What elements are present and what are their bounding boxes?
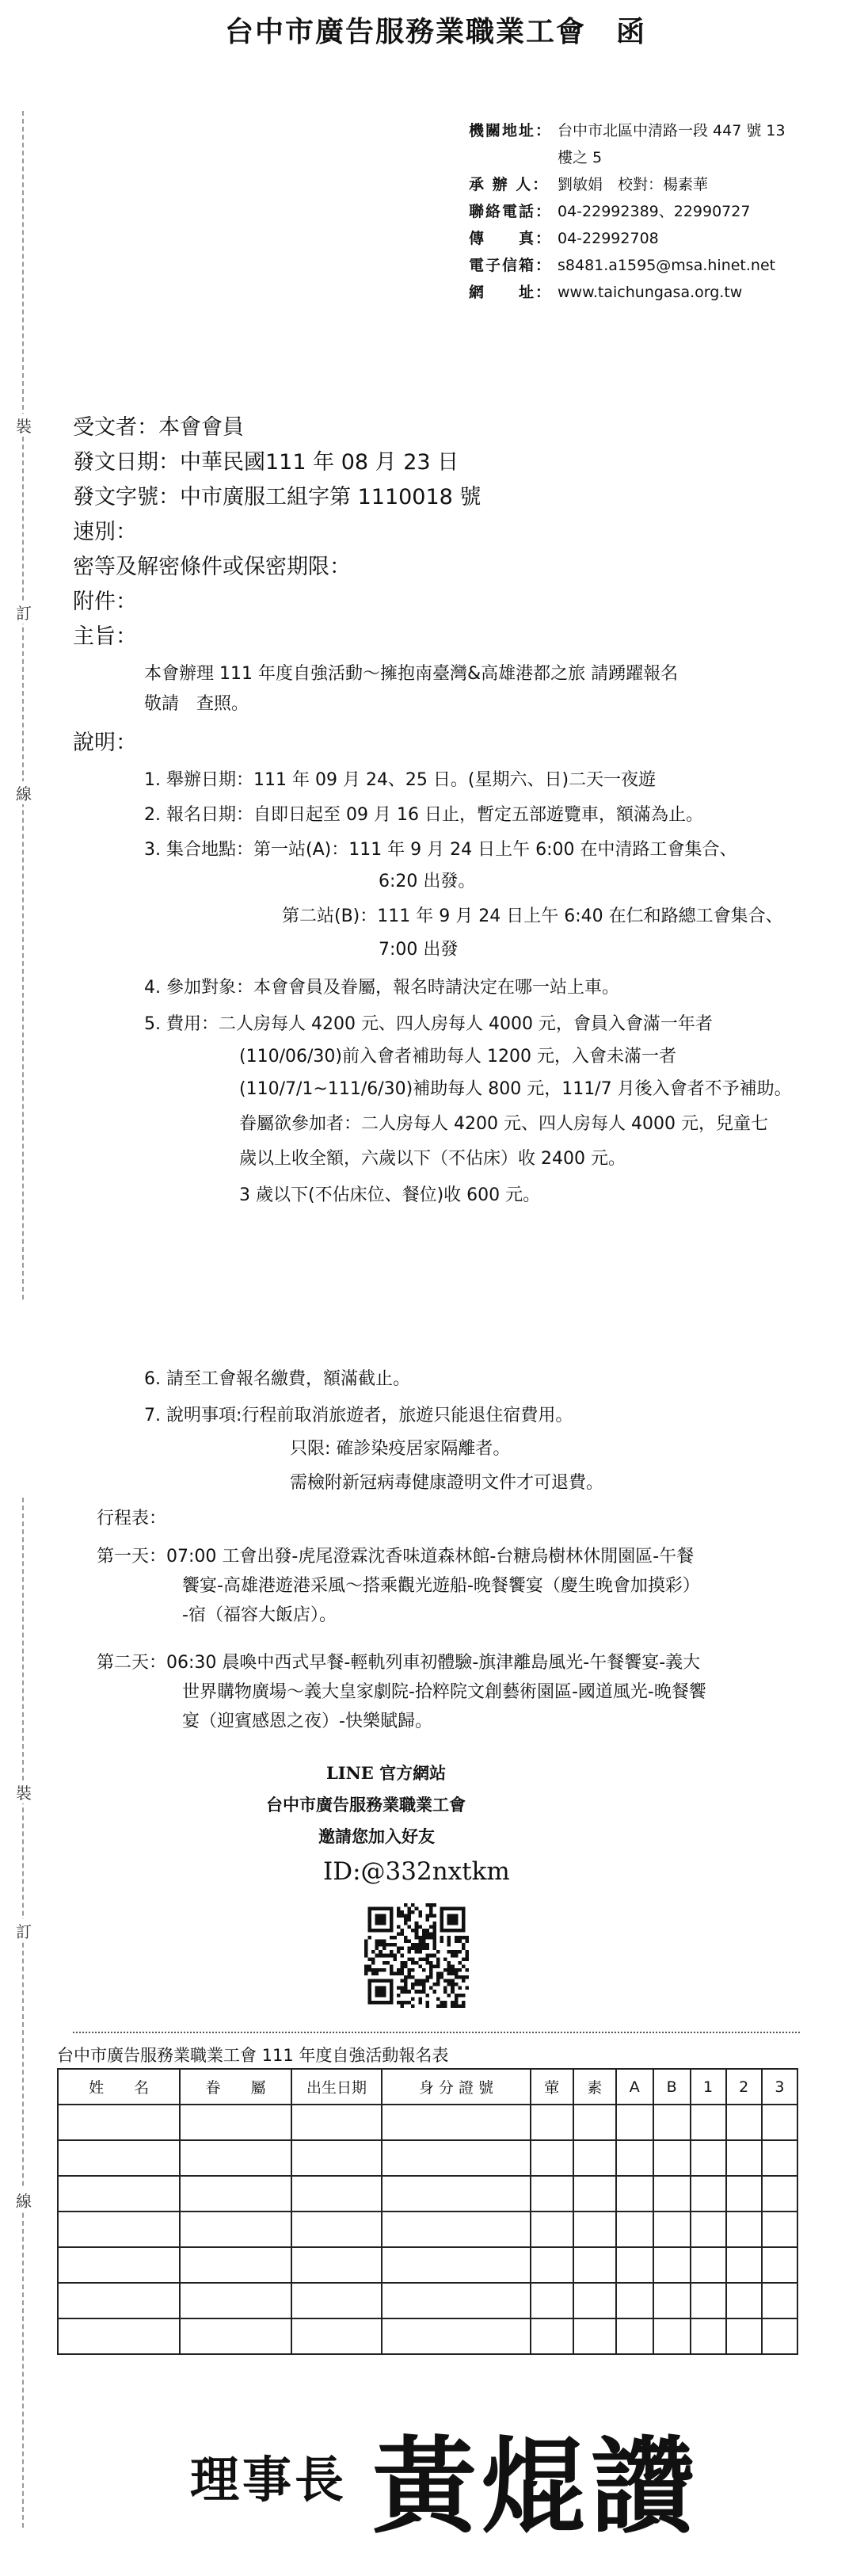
- day2-line-2: 世界購物廣場～義大皇家劇院-拾粹院文創藝術園區-國道風光-晚餐饗: [182, 1682, 706, 1702]
- table-cell[interactable]: [180, 2283, 291, 2318]
- margin-mark-xian: 線: [16, 781, 32, 804]
- item-3d: 7:00 出發: [379, 940, 459, 960]
- table-cell[interactable]: [58, 2176, 180, 2212]
- document-number: 發文字號：中市廣服工組字第 1110018 號: [73, 485, 481, 509]
- table-cell[interactable]: [726, 2176, 762, 2212]
- secrecy: 密等及解密條件或保密期限：: [73, 555, 351, 579]
- table-cell[interactable]: [573, 2140, 616, 2176]
- table-cell[interactable]: [573, 2105, 616, 2140]
- table-cell[interactable]: [653, 2176, 691, 2212]
- table-cell[interactable]: [762, 2283, 797, 2318]
- email-value: s8481.a1595@msa.hinet.net: [558, 257, 776, 274]
- table-cell[interactable]: [573, 2247, 616, 2283]
- table-cell[interactable]: [58, 2318, 180, 2354]
- table-cell[interactable]: [726, 2283, 762, 2318]
- table-cell[interactable]: [58, 2105, 180, 2140]
- table-cell[interactable]: [573, 2318, 616, 2354]
- day1-line-3: -宿（福容大飯店）。: [182, 1605, 337, 1625]
- table-row: [58, 2247, 797, 2283]
- table-cell[interactable]: [653, 2318, 691, 2354]
- table-cell[interactable]: [291, 2140, 383, 2176]
- phone-value: 04-22992389、22990727: [558, 203, 751, 220]
- table-row: [58, 2212, 797, 2247]
- table-cell[interactable]: [58, 2283, 180, 2318]
- table-cell[interactable]: [762, 2176, 797, 2212]
- address-value: 台中市北區中清路一段 447 號 13: [558, 122, 786, 139]
- fax-value: 04-22992708: [558, 230, 659, 247]
- line-title: LINE 官方網站: [326, 1763, 447, 1783]
- subject-label: 主旨：: [73, 624, 137, 649]
- table-cell[interactable]: [291, 2212, 383, 2247]
- table-cell[interactable]: [691, 2283, 726, 2318]
- table-cell[interactable]: [291, 2176, 383, 2212]
- fax-label: 傳 真：: [469, 230, 553, 247]
- table-cell[interactable]: [382, 2140, 530, 2176]
- table-cell[interactable]: [58, 2247, 180, 2283]
- item-3b: 6:20 出發。: [379, 872, 476, 891]
- table-header-row: [58, 2069, 797, 2105]
- table-cell[interactable]: [653, 2212, 691, 2247]
- address-value-2: 樓之 5: [558, 149, 603, 166]
- subject-line-2: 敬請 查照。: [144, 694, 249, 714]
- day2-line-1: 第二天：06:30 晨喚中西式早餐-輕軌列車初體驗-旗津離島風光-午餐饗宴-義大: [97, 1653, 701, 1673]
- table-cell[interactable]: [762, 2105, 797, 2140]
- table-cell[interactable]: [762, 2140, 797, 2176]
- table-cell[interactable]: [691, 2176, 726, 2212]
- item-6: 6. 請至工會報名繳費，額滿截止。: [144, 1369, 410, 1389]
- table-row: [58, 2318, 797, 2354]
- item-5b: (110/06/30)前入會者補助每人 1200 元，入會未滿一者: [239, 1047, 676, 1067]
- table-cell[interactable]: [531, 2318, 573, 2354]
- item-1: 1. 舉辦日期：111 年 09 月 24、25 日。(星期六、日)二天一夜遊: [144, 770, 657, 790]
- itinerary-day1: [97, 1542, 700, 1630]
- table-cell[interactable]: [653, 2105, 691, 2140]
- attachment: 附件：: [73, 590, 137, 614]
- binding-line-bottom: [22, 1498, 24, 2528]
- table-cell[interactable]: [291, 2318, 383, 2354]
- table-cell[interactable]: [726, 2247, 762, 2283]
- handler-value: 劉敏娟 校對：楊素華: [558, 176, 709, 193]
- table-header-cell: 2: [726, 2069, 762, 2105]
- table-cell[interactable]: [653, 2247, 691, 2283]
- table-header-cell: 眷 屬: [180, 2069, 291, 2105]
- table-cell[interactable]: [180, 2105, 291, 2140]
- table-header-cell: 3: [762, 2069, 797, 2105]
- table-cell[interactable]: [726, 2140, 762, 2176]
- table-header-cell: 姓 名: [58, 2069, 180, 2105]
- table-cell[interactable]: [616, 2318, 653, 2354]
- table-cell[interactable]: [58, 2212, 180, 2247]
- subject-line-1: 本會辦理 111 年度自強活動～擁抱南臺灣&高雄港都之旅 請踴躍報名: [144, 664, 679, 684]
- table-cell[interactable]: [291, 2247, 383, 2283]
- item-7c: 需檢附新冠病毒健康證明文件才可退費。: [290, 1473, 604, 1493]
- website-label: 網 址：: [469, 284, 553, 301]
- handler-label: 承 辦 人：: [469, 176, 550, 193]
- table-cell[interactable]: [531, 2283, 573, 2318]
- table-cell[interactable]: [573, 2212, 616, 2247]
- table-cell[interactable]: [180, 2176, 291, 2212]
- item-2: 2. 報名日期：自即日起至 09 月 16 日止，暫定五部遊覽車，額滿為止。: [144, 805, 703, 825]
- table-cell[interactable]: [653, 2140, 691, 2176]
- subject-text: [144, 659, 678, 719]
- table-cell[interactable]: [691, 2247, 726, 2283]
- signature-title: 理事長: [190, 2451, 348, 2509]
- item-3a: 3. 集合地點：第一站(A)：111 年 9 月 24 日上午 6:00 在中清路工會集合、: [144, 840, 737, 860]
- recipient: 受文者：本會會員: [73, 415, 244, 440]
- item-5a: 5. 費用：二人房每人 4200 元、四人房每人 4000 元，會員入會滿一年者: [144, 1014, 713, 1034]
- address-label: 機關地址：: [469, 122, 553, 139]
- table-cell[interactable]: [382, 2247, 530, 2283]
- table-cell[interactable]: [762, 2247, 797, 2283]
- table-cell[interactable]: [691, 2140, 726, 2176]
- binding-line-top: [22, 111, 24, 1299]
- item-5d: 眷屬欲參加者：二人房每人 4200 元、四人房每人 4000 元，兒童七: [239, 1114, 768, 1134]
- table-cell[interactable]: [382, 2283, 530, 2318]
- table-header-cell: 1: [691, 2069, 726, 2105]
- table-cell[interactable]: [58, 2140, 180, 2176]
- table-cell[interactable]: [291, 2283, 383, 2318]
- table-cell[interactable]: [616, 2247, 653, 2283]
- itinerary-day2: [97, 1648, 706, 1736]
- table-cell[interactable]: [180, 2212, 291, 2247]
- document-title: 台中市廣告服務業職業工會 函: [225, 16, 647, 48]
- item-7: 7. 說明事項:行程前取消旅遊者，旅遊只能退住宿費用。: [144, 1406, 573, 1425]
- table-header-cell: B: [653, 2069, 691, 2105]
- table-cell[interactable]: [762, 2318, 797, 2354]
- item-7b: 只限: 確診染疫居家隔離者。: [290, 1439, 511, 1459]
- line-id: ID:@332nxtkm: [323, 1857, 510, 1886]
- table-cell[interactable]: [726, 2212, 762, 2247]
- table-cell[interactable]: [382, 2212, 530, 2247]
- table-row: [58, 2105, 797, 2140]
- table-cell[interactable]: [291, 2105, 383, 2140]
- table-row: [58, 2283, 797, 2318]
- table-cell[interactable]: [616, 2140, 653, 2176]
- table-cell[interactable]: [616, 2105, 653, 2140]
- table-header-cell: A: [616, 2069, 653, 2105]
- item-5e: 歲以上收全額，六歲以下（不佔床）收 2400 元。: [239, 1149, 626, 1169]
- table-cell[interactable]: [531, 2105, 573, 2140]
- meta-block: [73, 410, 481, 654]
- margin-mark-xian-2: 線: [16, 2189, 32, 2212]
- table-cell[interactable]: [616, 2283, 653, 2318]
- day2-line-3: 宴（迎賓感恩之夜）-快樂賦歸。: [182, 1712, 432, 1731]
- website-value: www.taichungasa.org.tw: [558, 284, 743, 301]
- table-header-cell: 出生日期: [291, 2069, 383, 2105]
- table-cell[interactable]: [382, 2105, 530, 2140]
- table-cell[interactable]: [531, 2212, 573, 2247]
- table-header-cell: 素: [573, 2069, 616, 2105]
- table-cell[interactable]: [382, 2176, 530, 2212]
- margin-mark-zhuang: 裝: [16, 414, 32, 437]
- table-cell[interactable]: [726, 2105, 762, 2140]
- table-header-cell: 身 分 證 號: [382, 2069, 530, 2105]
- phone-label: 聯絡電話：: [469, 203, 553, 220]
- table-cell[interactable]: [653, 2283, 691, 2318]
- table-cell[interactable]: [531, 2247, 573, 2283]
- explain-label: 說明：: [73, 731, 137, 755]
- itinerary-label: 行程表：: [97, 1509, 167, 1528]
- table-cell[interactable]: [616, 2212, 653, 2247]
- item-4: 4. 參加對象：本會會員及眷屬，報名時請決定在哪一站上車。: [144, 978, 619, 998]
- table-cell[interactable]: [180, 2318, 291, 2354]
- form-title: 台中市廣告服務業職業工會 111 年度自強活動報名表: [57, 2046, 449, 2065]
- table-cell[interactable]: [382, 2318, 530, 2354]
- table-row: [58, 2140, 797, 2176]
- table-cell[interactable]: [616, 2176, 653, 2212]
- table-cell[interactable]: [180, 2247, 291, 2283]
- issue-date: 發文日期：中華民國111 年 08 月 23 日: [73, 450, 459, 475]
- signature-name: 黃焜讚: [372, 2425, 700, 2548]
- day1-line-1: 第一天：07:00 工會出發-虎尾澄霖沈香味道森林館-台糖烏樹林休閒園區-午餐: [97, 1547, 695, 1567]
- cut-line: [73, 2032, 800, 2033]
- table-cell[interactable]: [762, 2212, 797, 2247]
- table-cell[interactable]: [531, 2176, 573, 2212]
- day1-line-2: 饗宴-高雄港遊港采風～搭乘觀光遊船-晚餐饗宴（慶生晚會加摸彩）: [182, 1576, 700, 1596]
- table-cell[interactable]: [726, 2318, 762, 2354]
- email-label: 電子信箱：: [469, 257, 553, 274]
- margin-mark-zhuang-2: 裝: [16, 1780, 32, 1803]
- margin-mark-ding-2: 訂: [16, 1919, 32, 1942]
- table-row: [58, 2176, 797, 2212]
- table-cell[interactable]: [180, 2140, 291, 2176]
- registration-table: [57, 2068, 798, 2355]
- table-cell[interactable]: [573, 2176, 616, 2212]
- item-5c: (110/7/1~111/6/30)補助每人 800 元，111/7 月後入會者不予補助。: [239, 1079, 792, 1099]
- table-cell[interactable]: [531, 2140, 573, 2176]
- header-info: [469, 117, 786, 306]
- item-5f: 3 歲以下(不佔床位、餐位)收 600 元。: [239, 1185, 541, 1205]
- table-header-cell: 葷: [531, 2069, 573, 2105]
- speed: 速別：: [73, 520, 137, 544]
- margin-mark-ding: 訂: [16, 601, 32, 624]
- table-cell[interactable]: [573, 2283, 616, 2318]
- table-cell[interactable]: [691, 2105, 726, 2140]
- item-3c: 第二站(B)：111 年 9 月 24 日上午 6:40 在仁和路總工會集合、: [282, 906, 783, 926]
- table-cell[interactable]: [691, 2318, 726, 2354]
- qr-code[interactable]: [364, 1903, 469, 2008]
- table-cell[interactable]: [691, 2212, 726, 2247]
- line-org: 台中市廣告服務業職業工會: [266, 1795, 466, 1815]
- line-invite: 邀請您加入好友: [318, 1826, 435, 1846]
